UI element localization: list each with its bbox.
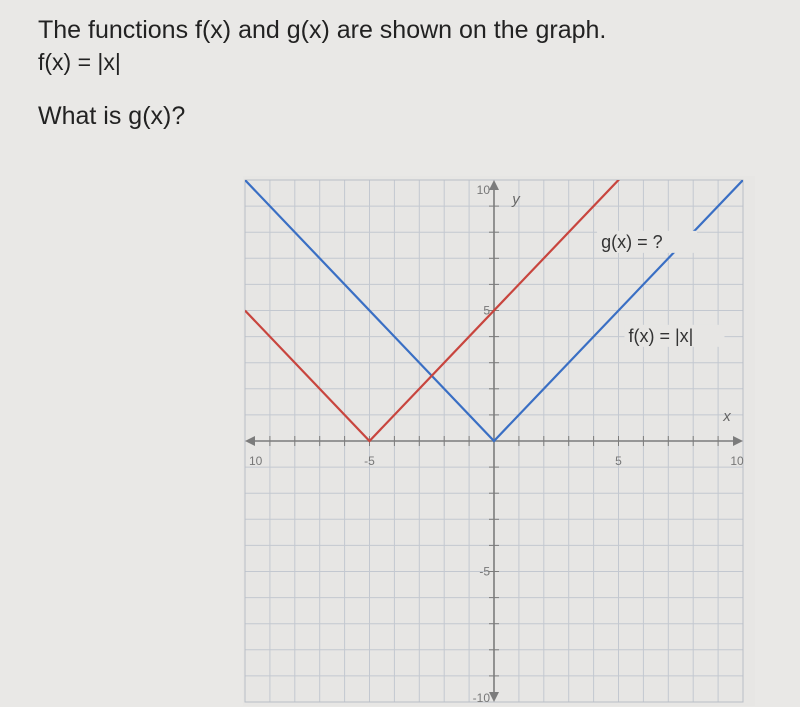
y-tick-label: 10	[476, 183, 490, 197]
x-axis-arrow-right	[733, 436, 743, 446]
x-tick-label: 10	[730, 454, 744, 468]
x-tick-label: 5	[615, 454, 622, 468]
question-text	[38, 14, 606, 132]
y-tick-label: 5	[483, 303, 490, 318]
question-line-3: What is g(x)?	[38, 102, 186, 130]
question-line-2: f(x) = |x|	[38, 49, 121, 75]
y-axis-arrow-down	[489, 692, 499, 702]
f-series-label: f(x) = |x|	[628, 325, 694, 346]
x-tick-label: 10	[249, 454, 263, 468]
question-line-1: The functions f(x) and g(x) are shown on the graph.	[38, 16, 607, 44]
x-axis-label: x	[723, 408, 731, 425]
y-tick-label: -5	[479, 564, 490, 579]
y-axis-arrow-up	[489, 180, 499, 190]
y-axis-label: y	[512, 191, 520, 208]
y-tick-label: -10	[472, 691, 490, 705]
x-tick-label: -5	[364, 454, 375, 468]
g-series-label: g(x) = ?	[601, 231, 663, 252]
x-axis-arrow-left	[245, 436, 255, 446]
function-graph	[243, 176, 755, 706]
g-series-line	[245, 176, 628, 441]
